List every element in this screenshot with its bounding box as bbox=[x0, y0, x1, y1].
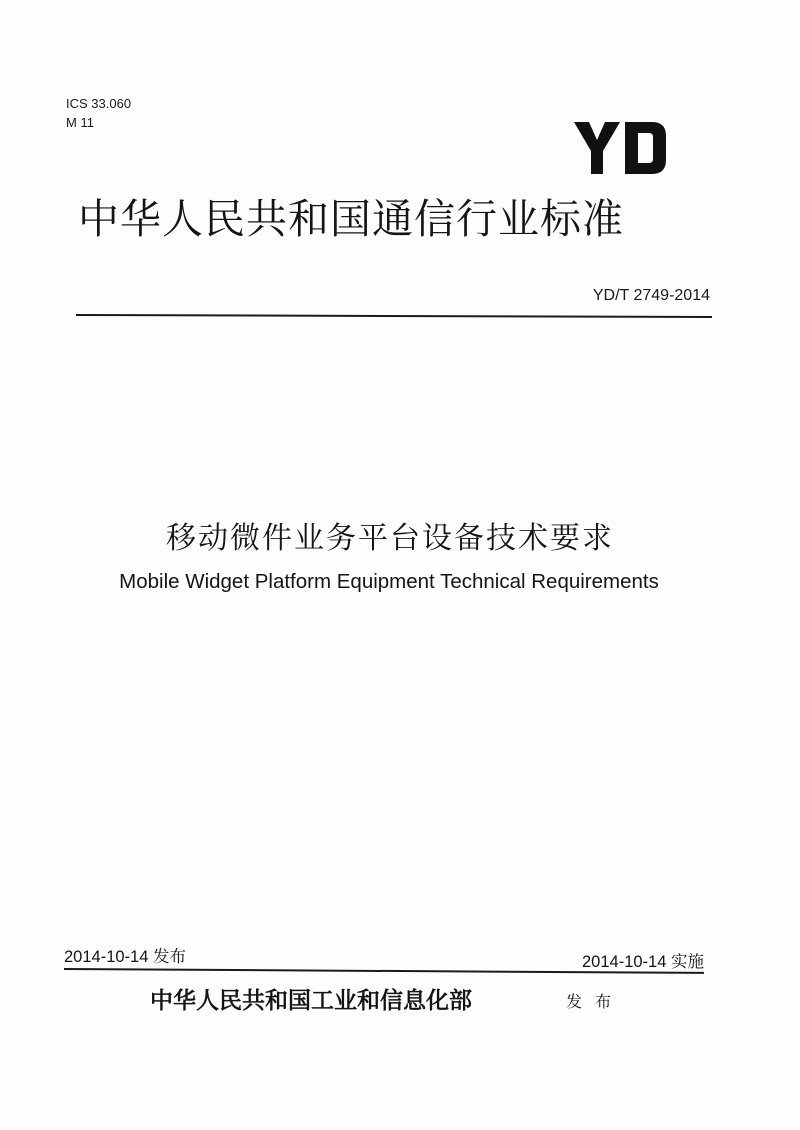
document-title-en: Mobile Widget Platform Equipment Technical Requirements bbox=[119, 570, 659, 593]
issuer-title: 中华人民共和国通信行业标准 bbox=[78, 195, 624, 243]
effective-date: 2014-10-14 实施 bbox=[582, 953, 704, 971]
publisher-suffix: 发 布 bbox=[566, 992, 616, 1011]
header-divider bbox=[76, 314, 712, 318]
ics-code: ICS 33.060 bbox=[66, 96, 132, 111]
release-date: 2014-10-14 发布 bbox=[64, 948, 186, 966]
publisher-name: 中华人民共和国工业和信息化部 bbox=[150, 987, 472, 1014]
standard-number: YD/T 2749-2014 bbox=[592, 287, 710, 304]
yd-logo bbox=[570, 118, 670, 178]
classification-block bbox=[66, 94, 131, 132]
category-code: M 11 bbox=[66, 115, 94, 130]
document-title-cn: 移动微件业务平台设备技术要求 bbox=[166, 521, 614, 556]
